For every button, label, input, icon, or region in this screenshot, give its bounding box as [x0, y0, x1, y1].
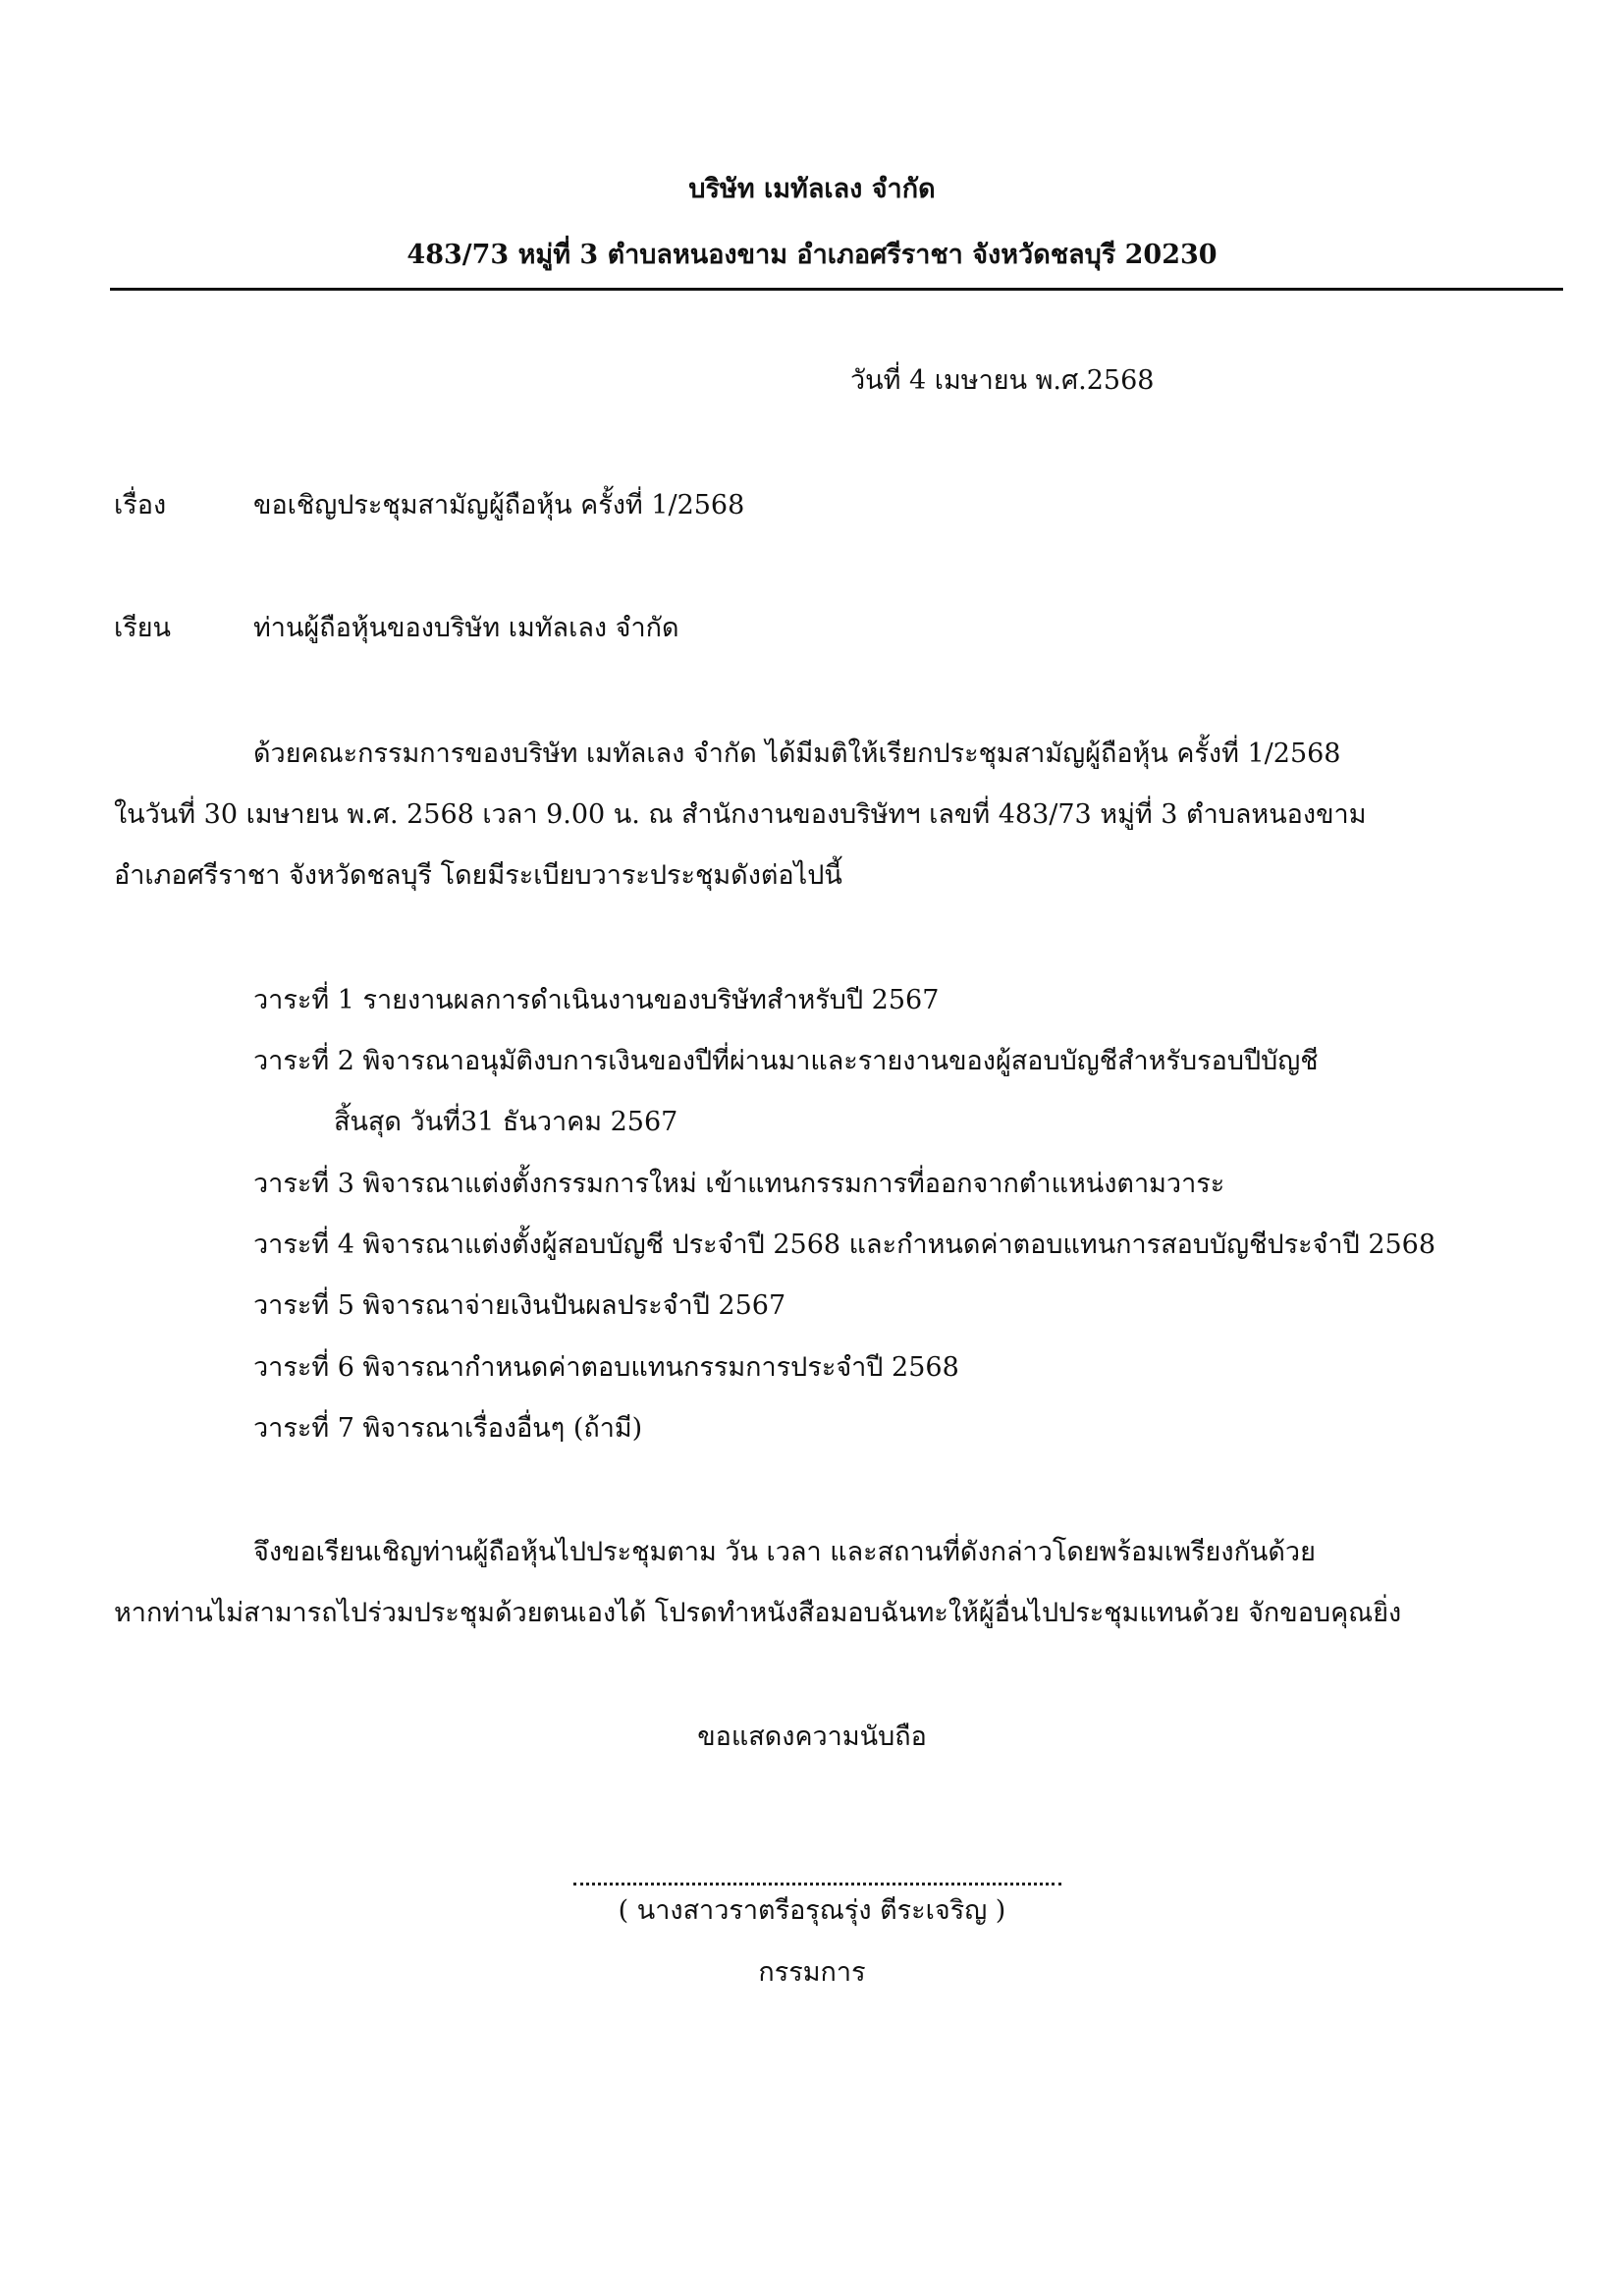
header-divider — [110, 288, 1563, 291]
recipient-label: เรียน — [114, 613, 172, 643]
agenda-item: วาระที่ 2 พิจารณาอนุมัติงบการเงินของปีที่ผ่านมาและรายงานของผู้สอบบัญชีสำหรับรอบปีบัญชี — [253, 1046, 1319, 1076]
signer-title: กรรมการ — [758, 1957, 866, 1988]
agenda-item: วาระที่ 6 พิจารณากำหนดค่าตอบแทนกรรมการประจำปี 2568 — [253, 1352, 959, 1383]
intro-line: อำเภอศรีราชา จังหวัดชลบุรี โดยมีระเบียบวาระประชุมดังต่อไปนี้ — [114, 860, 842, 891]
agenda-item: วาระที่ 3 พิจารณาแต่งตั้งกรรมการใหม่ เข้าแทนกรรมการที่ออกจากตำแหน่งตามวาระ — [253, 1169, 1225, 1199]
agenda-item: วาระที่ 7 พิจารณาเรื่องอื่นๆ (ถ้ามี) — [253, 1413, 643, 1444]
company-address: 483/73 หมู่ที่ 3 ตำบลหนองขาม อำเภอศรีราชา จังหวัดชลบุรี 20230 — [406, 240, 1218, 270]
closing-line: จึงขอเรียนเชิญท่านผู้ถือหุ้นไปประชุมตาม วัน เวลา และสถานที่ดังกล่าวโดยพร้อมเพรียงกันด้วย — [253, 1537, 1316, 1567]
intro-line: ในวันที่ 30 เมษายน พ.ศ. 2568 เวลา 9.00 น. ณ สำนักงานของบริษัทฯ เลขที่ 483/73 หมู่ที่ 3 ตำบลหนองขาม — [114, 799, 1367, 830]
recipient-text: ท่านผู้ถือหุ้นของบริษัท เมทัลเลง จำกัด — [253, 613, 679, 643]
signer-name: ( นางสาวราตรีอรุณรุ่ง ตีระเจริญ ) — [618, 1895, 1006, 1926]
letter-date: วันที่ 4 เมษายน พ.ศ.2568 — [850, 365, 1155, 396]
agenda-item-continuation: สิ้นสุด วันที่31 ธันวาคม 2567 — [334, 1107, 678, 1137]
company-name: บริษัท เมทัลเลง จำกัด — [688, 174, 936, 204]
subject-label: เรื่อง — [114, 490, 167, 520]
agenda-item: วาระที่ 5 พิจารณาจ่ายเงินปันผลประจำปี 2567 — [253, 1290, 786, 1321]
agenda-item: วาระที่ 1 รายงานผลการดำเนินงานของบริษัทสำหรับปี 2567 — [253, 985, 940, 1015]
intro-line: ด้วยคณะกรรมการของบริษัท เมทัลเลง จำกัด ได้มีมติให้เรียกประชุมสามัญผู้ถือหุ้น ครั้งที่ 1/2568 — [253, 738, 1341, 769]
signature-line — [573, 1883, 1061, 1886]
subject-text: ขอเชิญประชุมสามัญผู้ถือหุ้น ครั้งที่ 1/2568 — [253, 490, 745, 520]
agenda-item: วาระที่ 4 พิจารณาแต่งตั้งผู้สอบบัญชี ประจำปี 2568 และกำหนดค่าตอบแทนการสอบบัญชีประจำปี 2568 — [253, 1230, 1436, 1260]
closing-line: หากท่านไม่สามารถไปร่วมประชุมด้วยตนเองได้ โปรดทำหนังสือมอบฉันทะให้ผู้อื่นไปประชุมแทนด้วย จักขอบคุณยิ่ง — [114, 1598, 1402, 1628]
regards: ขอแสดงความนับถือ — [697, 1722, 927, 1752]
